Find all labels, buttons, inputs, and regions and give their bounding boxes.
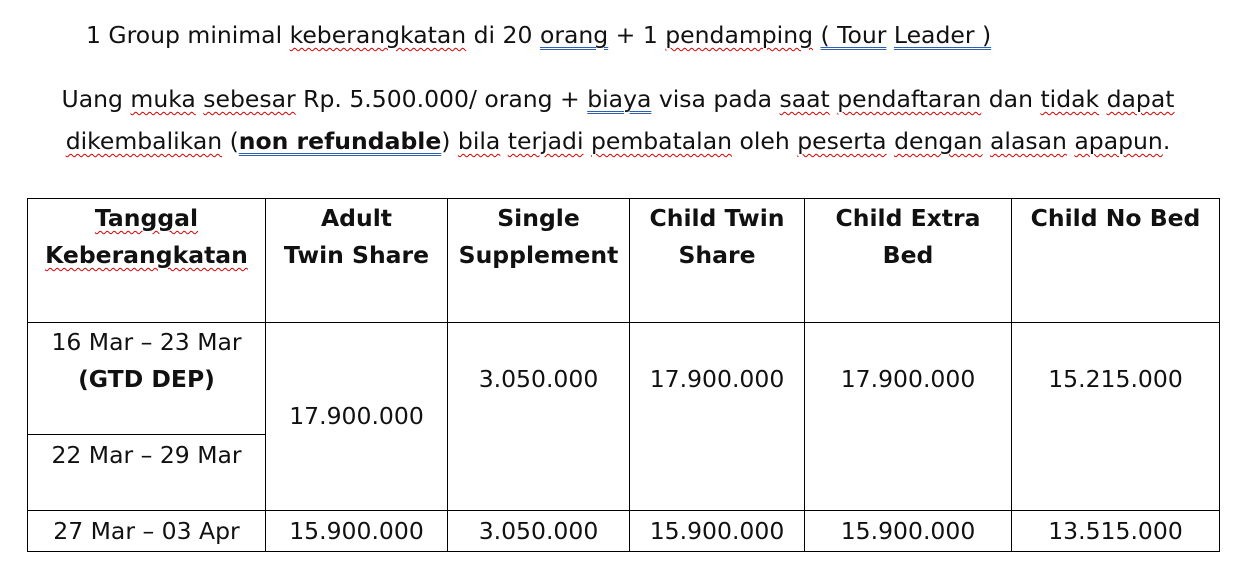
child-no-bed-price: 15.215.000 [1012, 323, 1220, 511]
single-supplement-price: 3.050.000 [448, 323, 630, 511]
table-header-row [28, 199, 1220, 323]
single-supplement-price: 3.050.000 [448, 511, 630, 552]
child-no-bed-price: 13.515.000 [1012, 511, 1220, 552]
table-row [28, 323, 1220, 435]
group-minimum-note: 1 Group minimal keberangkatan di 20 orang + 1 pendamping ( Tour Leader ) [86, 21, 992, 49]
child-extra-bed-price: 15.900.000 [805, 511, 1012, 552]
price-table [27, 198, 1220, 552]
header-child-extra-bed: Child Extra Bed [805, 199, 1012, 323]
header-child-no-bed: Child No Bed [1012, 199, 1220, 323]
header-child-twin-share: Child Twin Share [630, 199, 805, 323]
departure-date-cell: 22 Mar – 29 Mar [28, 435, 266, 511]
down-payment-note: Uang muka sebesar Rp. 5.500.000/ orang + biaya visa pada saat pendaftaran dan tidak dapat [61, 85, 1175, 113]
adult-twin-share-price: 15.900.000 [266, 511, 448, 552]
adult-twin-share-price: 17.900.000 [266, 323, 448, 511]
child-twin-share-price: 17.900.000 [630, 323, 805, 511]
table-row [28, 511, 1220, 552]
refund-policy-note: dikembalikan (non refundable) bila terjadi pembatalan oleh peserta dengan alasan apapun. [65, 127, 1171, 155]
header-adult-twin-share: Adult Twin Share [266, 199, 448, 323]
header-departure-date: Tanggal Keberangkatan [28, 199, 266, 323]
departure-date-cell: 16 Mar – 23 Mar (GTD DEP) [28, 323, 266, 435]
header-single-supplement: Single Supplement [448, 199, 630, 323]
child-twin-share-price: 15.900.000 [630, 511, 805, 552]
departure-date-cell: 27 Mar – 03 Apr [28, 511, 266, 552]
child-extra-bed-price: 17.900.000 [805, 323, 1012, 511]
